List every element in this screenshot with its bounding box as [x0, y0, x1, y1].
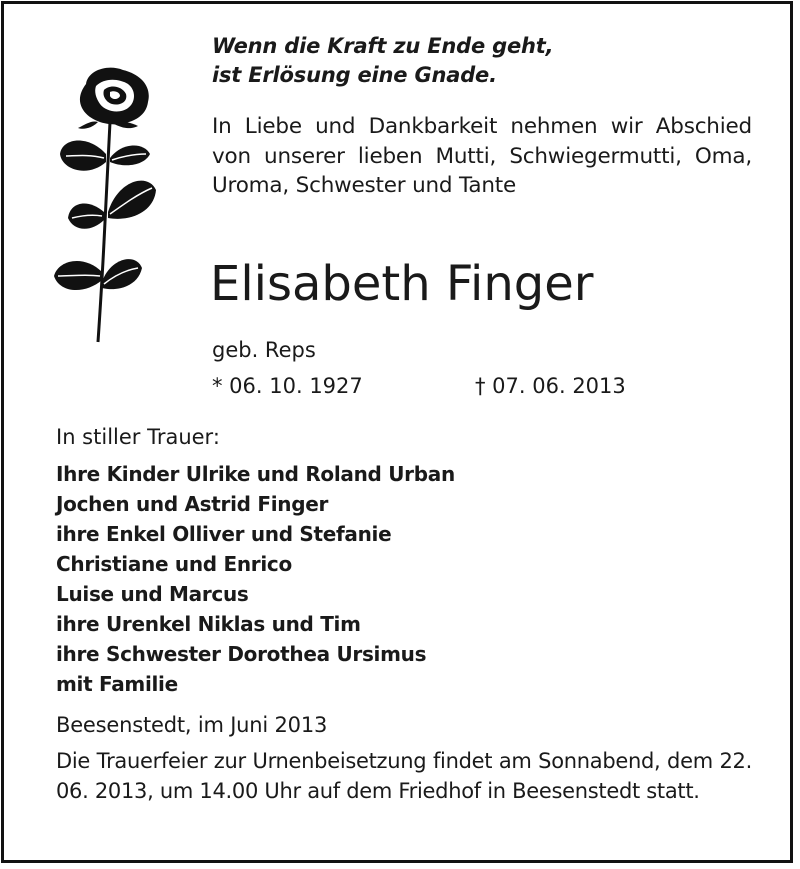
mourner-line: Jochen und Astrid Finger	[56, 492, 329, 516]
ceremony-text: Die Trauerfeier zur Urnenbeisetzung findet am Sonnabend, dem 22. 06. 2013, um 14.00 Uhr auf dem Friedhof in Beesenstedt statt.	[56, 749, 752, 803]
death-date: † 07. 06. 2013	[475, 374, 626, 398]
intro-text: In Liebe und Dankbarkeit nehmen wir Abschied von unserer lieben Mutti, Schwiegermutti, Oma, Uroma, Schwester und Tante	[212, 114, 752, 198]
motto-line-2: ist Erlösung eine Gnade.	[212, 63, 497, 87]
mourners-list	[56, 459, 616, 699]
rose-icon	[48, 62, 158, 344]
birth-date: * 06. 10. 1927	[212, 374, 363, 398]
obituary-notice	[1, 1, 793, 863]
born-name: geb. Reps	[212, 338, 316, 362]
mourning-label: In stiller Trauer:	[56, 425, 220, 449]
mourner-line: Ihre Kinder Ulrike und Roland Urban	[56, 462, 455, 486]
motto-line-1: Wenn die Kraft zu Ende geht,	[212, 34, 554, 58]
mourner-line: ihre Urenkel Niklas und Tim	[56, 612, 361, 636]
mourner-line: ihre Schwester Dorothea Ursimus	[56, 642, 427, 666]
place-date: Beesenstedt, im Juni 2013	[56, 713, 328, 737]
deceased-name: Elisabeth Finger	[210, 256, 594, 312]
mourner-line: ihre Enkel Olliver und Stefanie	[56, 522, 392, 546]
motto	[212, 32, 772, 90]
mourner-line: mit Familie	[56, 672, 178, 696]
mourner-line: Christiane und Enrico	[56, 552, 292, 576]
life-dates	[212, 372, 672, 400]
mourner-line: Luise und Marcus	[56, 582, 249, 606]
